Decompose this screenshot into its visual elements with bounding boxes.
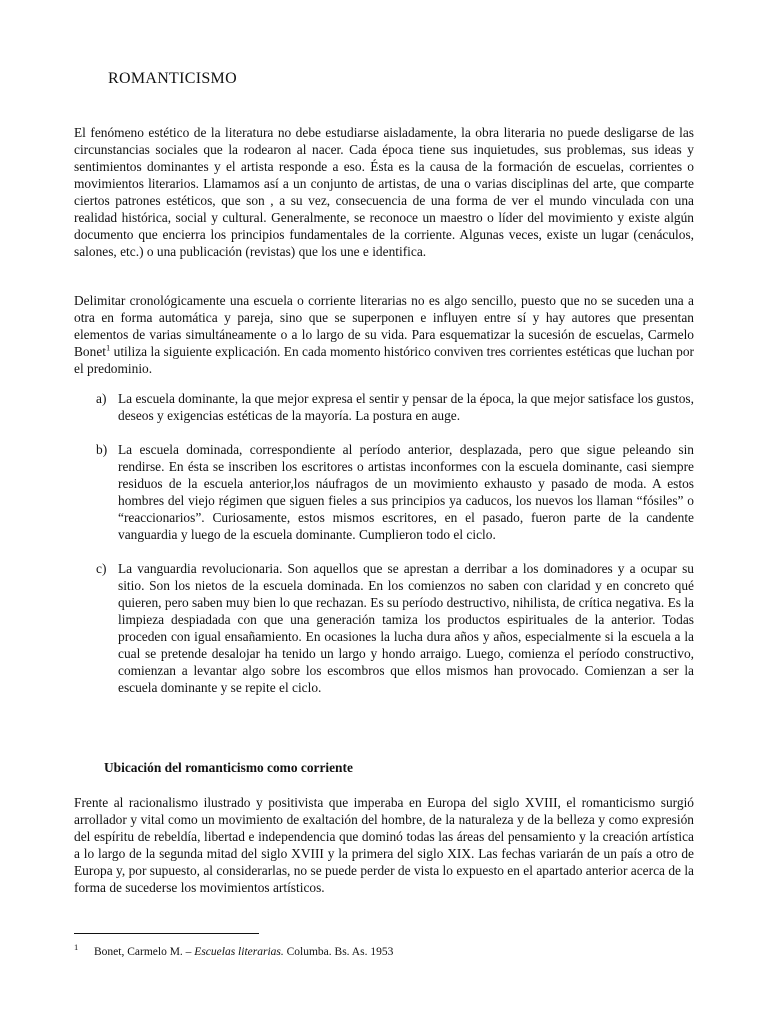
list-item-text: La escuela dominada, correspondiente al período anterior, desplazada, pero que sigue peleando sin rendirse. En ésta se inscriben los escritores o artistas inconformes con la escuela dominante, casi siempre residuos de la escuela anterior,los náufragos de un movimiento exhausto y pasado de moda. A estos hombres del viejo régimen que siguen fieles a sus principios ya caducos, los nuevos los llaman “fósiles” o “reaccionarios”. Curiosamente, estos mismos escritores, en el pasado, fueron parte de la candente vanguardia y luego de la escuela dominante. Cumplieron todo el ciclo. [118,442,694,542]
intro-paragraph: El fenómeno estético de la literatura no debe estudiarse aisladamente, la obra literaria no puede desligarse de las circunstancias sociales que la rodearon al nacer. Cada época tiene sus inquietudes, sus problemas, sus ideas y sentimientos dominantes y el artista responde a eso. Ésta es la causa de la formación de escuelas, corrientes o movimientos literarios. Llamamos así a un conjunto de artistas, de una o varias disciplinas del arte, que comparte ciertos patrones estéticos, que son , a su vez, consecuencia de una forma de ver el mundo vinculada con una realidad histórica, social y cultural. Generalmente, se reconoce un maestro o líder del movimiento y existe algún documento que encierra los principios fundamentales de la corriente. Algunas veces, existe un lugar (cenáculos, salones, etc.) o una publicación (revistas) que los une e identifica. [74,125,694,259]
list-item [74,441,694,543]
list-item-text: La vanguardia revolucionaria. Son aquellos que se aprestan a derribar a los dominadores y a ocupar su sitio. Son los nietos de la escuela dominada. En los comienzos no saben con claridad y en concreto qué quieren, pero saben muy bien lo que rechazan. Es su período destructivo, nihilista, de crítica negativa. Es la limpieza despiadada con que una generación tamiza los productos espirituales de la anterior. Todas proceden con igual ensañamiento. En ocasiones la lucha dura años y años, especialmente si la escuela a la cual se pretende desalojar ha tenido un largo y hondo arraigo. Luego, comienza el período constructivo, comienzan a levantar algo sobre los escombros que ellos mismos han provocado. Comienzan a ser la escuela dominante y se repite el ciclo. [118,561,694,695]
footnote [74,940,694,960]
footnote-publication: Columba. Bs. As. 1953 [283,945,394,958]
romanticism-paragraph: Frente al racionalismo ilustrado y positivista que imperaba en Europa del siglo XVIII, el romanticismo surgió arrollador y vital como un movimiento de exaltación del hombre, de la naturaleza y de la belleza y como expresión del espíritu de rebeldía, libertad e independencia que dominó todas las áreas del pensamiento y la creación artística a lo largo de la segunda mitad del siglo XVIII y la primera del siglo XIX. Las fechas variarán de un país a otro de Europa y, por supuesto, al considerarlas, no se puede perder de vista lo expuesto en el apartado anterior acerca de la forma de sucederse los movimientos artísticos. [74,795,694,895]
footnote-reference: 1 [106,342,111,353]
list-item [74,560,694,696]
list-item-text: La escuela dominante, la que mejor expresa el sentir y pensar de la época, la que mejor satisface los gustos, deseos y exigencias estéticas de la mayoría. La postura en auge. [118,391,694,423]
footnote-author: Bonet, Carmelo M. – [94,945,195,958]
chronology-paragraph [74,292,694,377]
footnote-divider [74,933,259,934]
schools-list [74,390,694,696]
section-heading: Ubicación del romanticismo como corriente [104,760,353,775]
list-item-marker: a) [96,391,107,406]
list-item-marker: c) [96,561,107,576]
chronology-text-after: utiliza la siguiente explicación. En cada momento histórico conviven tres corrientes estéticas que luchan por el predominio. [74,344,694,376]
list-item [74,390,694,424]
footnote-work-title: Escuelas literarias. [194,945,284,958]
list-item-marker: b) [96,442,108,457]
footnote-number: 1 [74,942,79,952]
chronology-text-before: Delimitar cronológicamente una escuela o corriente literarias no es algo sencillo, puesto que no se suceden una a otra en forma automática y pareja, sino que se superponen e influyen entre sí y hay autores que presentan elementos de varias simultáneamente o a lo largo de su vida. Para esquematizar la sucesión de escuelas, Carmelo Bonet [74,293,694,359]
document-title: ROMANTICISMO [108,70,237,87]
